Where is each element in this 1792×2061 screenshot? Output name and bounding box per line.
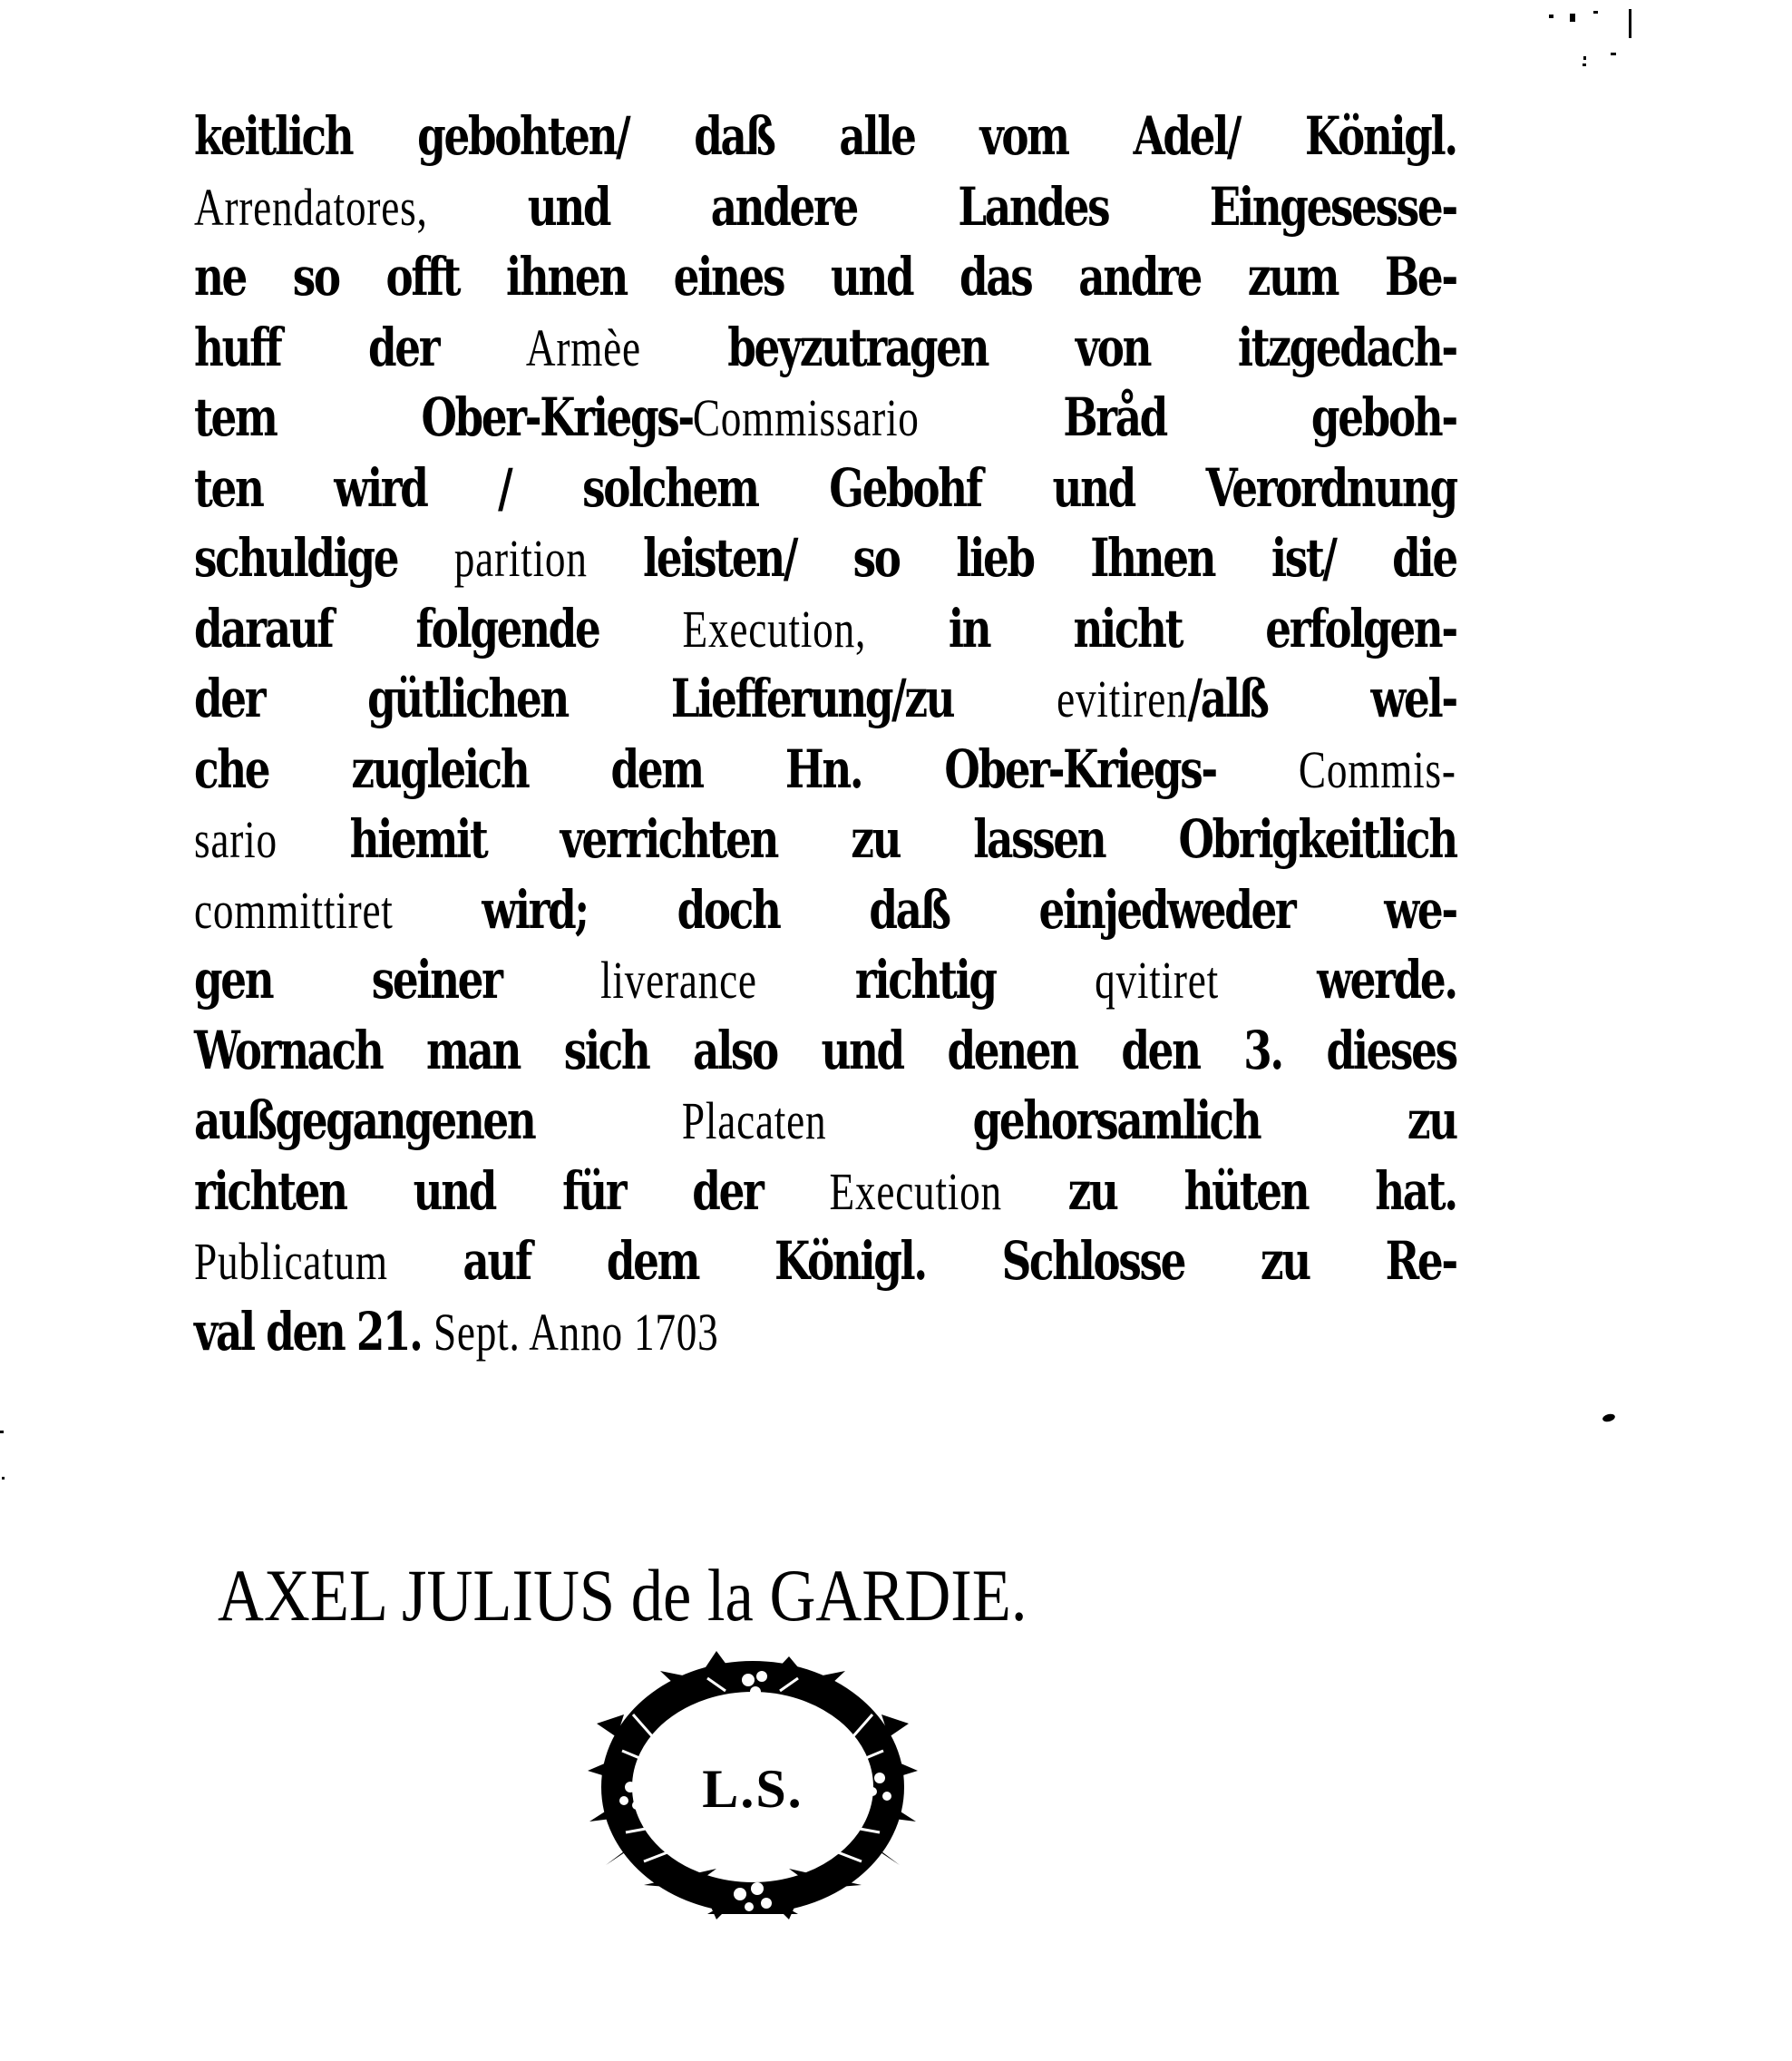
text-segment: richten und für der <box>194 1159 830 1222</box>
text-line <box>194 594 1456 665</box>
text-segment: darauf folgende <box>194 597 683 659</box>
text-segment: liverance <box>600 951 855 1010</box>
text-segment: keitlich gebohten/ daß alle vom Adel/ Königl. <box>194 105 1456 167</box>
seal-label: L.S. <box>702 1759 803 1819</box>
text-segment: tem Ober-Kriegs- <box>194 386 693 448</box>
text-line <box>194 523 1456 594</box>
text-line <box>194 735 1456 806</box>
text-line <box>194 1016 1456 1087</box>
text-segment: Placaten <box>681 1091 973 1150</box>
text-segment: Publicatum <box>194 1232 463 1291</box>
text-line <box>194 313 1456 384</box>
text-segment: richtig <box>854 949 1096 1011</box>
text-segment: gehorsamlich zu <box>972 1089 1456 1151</box>
text-segment: che zugleich dem Hn. Ober-Kriegs- <box>194 737 1299 800</box>
scan-artifact <box>2 1477 5 1480</box>
text-segment: Commissario <box>692 388 1064 447</box>
document-body <box>194 102 1458 1367</box>
scan-artifact <box>1602 1412 1616 1422</box>
text-segment: Execution <box>829 1161 1068 1221</box>
text-line <box>194 454 1456 524</box>
text-segment: huff der <box>194 316 526 378</box>
text-segment: werde. <box>1317 949 1456 1011</box>
text-segment: qvitiret <box>1095 951 1318 1010</box>
text-segment: außgegangenen <box>194 1089 682 1151</box>
text-segment: gen seiner <box>194 949 601 1011</box>
text-line <box>194 383 1456 454</box>
seal <box>580 1651 925 1923</box>
text-line <box>194 102 1456 172</box>
text-line <box>194 1297 1456 1368</box>
scan-artifact <box>1583 63 1586 66</box>
scan-artifact <box>0 1431 4 1433</box>
text-segment: /alß wel- <box>1187 668 1456 729</box>
scan-artifact <box>1570 14 1575 22</box>
text-segment: ne so offt ihnen eines und das andre zum Be- <box>194 246 1456 308</box>
text-segment: Bråd geboh- <box>1063 386 1456 448</box>
text-segment: committiret <box>194 880 482 940</box>
text-line <box>194 242 1456 313</box>
scan-artifact <box>1583 56 1586 60</box>
text-segment: evitiren <box>1057 669 1188 728</box>
text-segment: parition <box>453 529 644 588</box>
text-segment: in nicht erfolgen- <box>948 597 1456 659</box>
text-segment: beyzutragen von itzgedach- <box>727 316 1456 378</box>
text-segment: Arrendatores, <box>194 177 528 237</box>
text-line <box>194 1086 1456 1157</box>
text-segment: Execution, <box>682 599 949 659</box>
text-segment: ten wird / solchem Gebohf und Verordnung <box>194 456 1456 519</box>
text-segment: sario <box>194 810 350 869</box>
text-line <box>194 1226 1456 1297</box>
text-segment: Sept. Anno 1703 <box>433 1302 719 1362</box>
text-segment: Wornach man sich also und denen den 3. dieses <box>194 1019 1456 1081</box>
scan-artifact <box>1611 53 1616 55</box>
text-segment: der gütlichen Liefferung/zu <box>194 668 1057 729</box>
text-line <box>194 664 1456 735</box>
text-segment: val den 21. <box>194 1300 433 1363</box>
text-line <box>194 805 1456 875</box>
text-segment: zu hüten hat. <box>1067 1159 1456 1222</box>
scan-artifact <box>1629 9 1631 38</box>
text-segment: Commis- <box>1298 739 1456 799</box>
text-segment: hiemit verrichten zu lassen Obrigkeitlich <box>349 808 1456 870</box>
text-segment: wird; doch daß einjedweder we- <box>482 878 1456 941</box>
text-line <box>194 1157 1456 1227</box>
scan-artifact <box>1593 11 1598 14</box>
text-line <box>194 875 1456 946</box>
text-line <box>194 945 1456 1016</box>
text-segment: und andere Landes Eingesesse- <box>527 175 1456 238</box>
text-line <box>194 172 1456 243</box>
text-segment: schuldige <box>194 527 454 589</box>
text-segment: Armèe <box>525 317 728 377</box>
text-segment: leisten/ so lieb Ihnen ist/ die <box>643 527 1456 589</box>
signature: AXEL JULIUS de la GARDIE. <box>218 1554 1027 1636</box>
text-segment: auf dem Königl. Schlosse zu Re- <box>463 1230 1456 1292</box>
scan-artifact <box>1549 15 1553 18</box>
